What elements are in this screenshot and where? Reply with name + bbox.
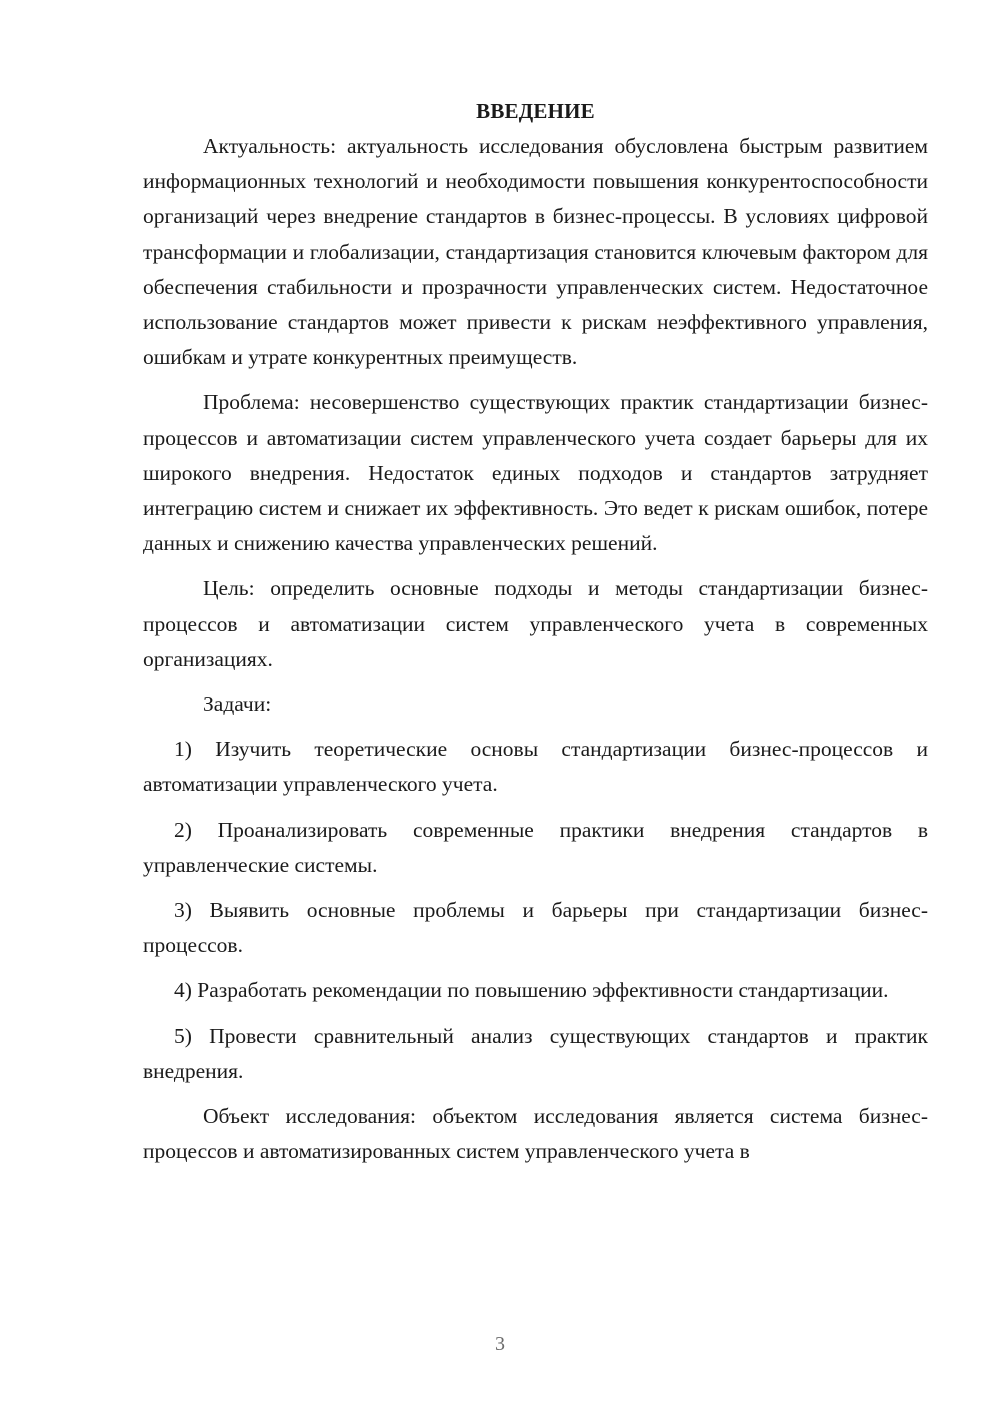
page-number: 3 xyxy=(495,1333,505,1355)
tasks-heading: Задачи: xyxy=(203,692,272,717)
paragraph-object: Объект исследования: объектом исследования является система бизнес-процессов и автоматизированных систем управленческого учета в xyxy=(143,1104,928,1164)
task-item-3: 3) Выявить основные проблемы и барьеры при стандартизации бизнес-процессов. xyxy=(143,898,928,958)
task-item-5: 5) Провести сравнительный анализ существующих стандартов и практик внедрения. xyxy=(143,1023,928,1083)
task-item-1: 1) Изучить теоретические основы стандартизации бизнес-процессов и автоматизации управленческого учета. xyxy=(143,737,928,797)
paragraph-relevance: Актуальность: актуальность исследования обусловлена быстрым развитием информационных технологий и необходимости повышения конкурентоспособности организаций через внедрение стандартов в бизнес-процессы. В условиях цифровой трансформации и глобализации, стандартизация становится ключевым фактором для обеспечения стабильности и прозрачности управленческих систем. Недостаточное использование стандартов может привести к рискам неэффективного управления, ошибкам и утрате конкурентных преимуществ. xyxy=(143,134,928,370)
section-title: ВВЕДЕНИЕ xyxy=(476,99,595,123)
paragraph-goal: Цель: определить основные подходы и методы стандартизации бизнес-процессов и автоматизации систем управленческого учета в современных организациях. xyxy=(143,576,928,671)
page-content xyxy=(143,94,928,1169)
task-item-4: 4) Разработать рекомендации по повышению эффективности стандартизации. xyxy=(174,978,889,1003)
task-item-2: 2) Проанализировать современные практики внедрения стандартов в управленческие системы. xyxy=(143,817,928,877)
paragraph-problem: Проблема: несовершенство существующих практик стандартизации бизнес-процессов и автоматизации систем управленческого учета создает барьеры для их широкого внедрения. Недостаток единых подходов и стандартов затрудняет интеграцию систем и снижает их эффективность. Это ведет к рискам ошибок, потере данных и снижению качества управленческих решений. xyxy=(143,390,928,556)
